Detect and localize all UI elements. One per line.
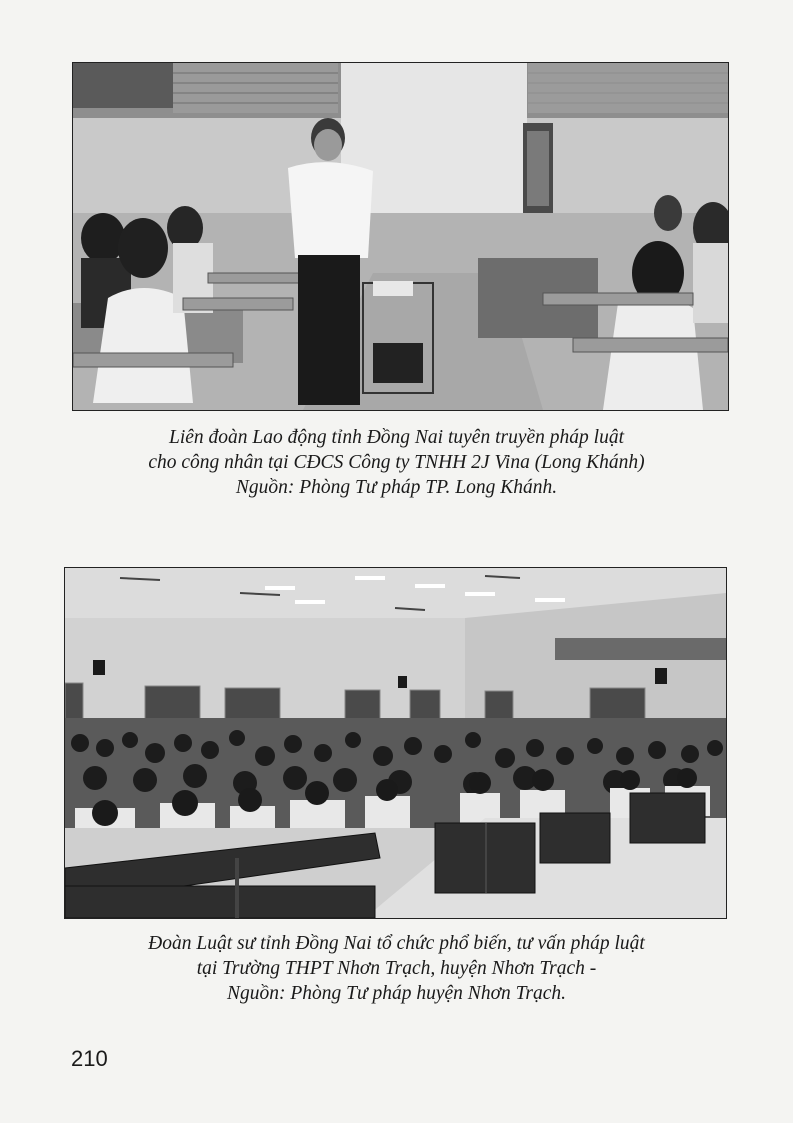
photo-2-image [65, 568, 726, 918]
page-number: 210 [71, 1046, 108, 1071]
photo-legal-outreach-students [64, 567, 727, 919]
caption-line: tại Trường THPT Nhơn Trạch, huyện Nhơn Trạch - [196, 958, 597, 979]
photo-legal-outreach-workers [72, 62, 729, 411]
caption-photo-1 [40, 425, 753, 500]
caption-line: Nguồn: Phòng Tư pháp huyện Nhơn Trạch. [226, 983, 566, 1004]
caption-line: Nguồn: Phòng Tư pháp TP. Long Khánh. [235, 477, 558, 498]
caption-line: cho công nhân tại CĐCS Công ty TNHH 2J Vina (Long Khánh) [148, 452, 645, 473]
caption-line: Đoàn Luật sư tỉnh Đồng Nai tổ chức phổ biến, tư vấn pháp luật [148, 933, 645, 954]
caption-photo-2 [40, 931, 753, 1006]
caption-line: Liên đoàn Lao động tỉnh Đồng Nai tuyên truyền pháp luật [169, 427, 624, 448]
photo-1-image [73, 63, 728, 410]
